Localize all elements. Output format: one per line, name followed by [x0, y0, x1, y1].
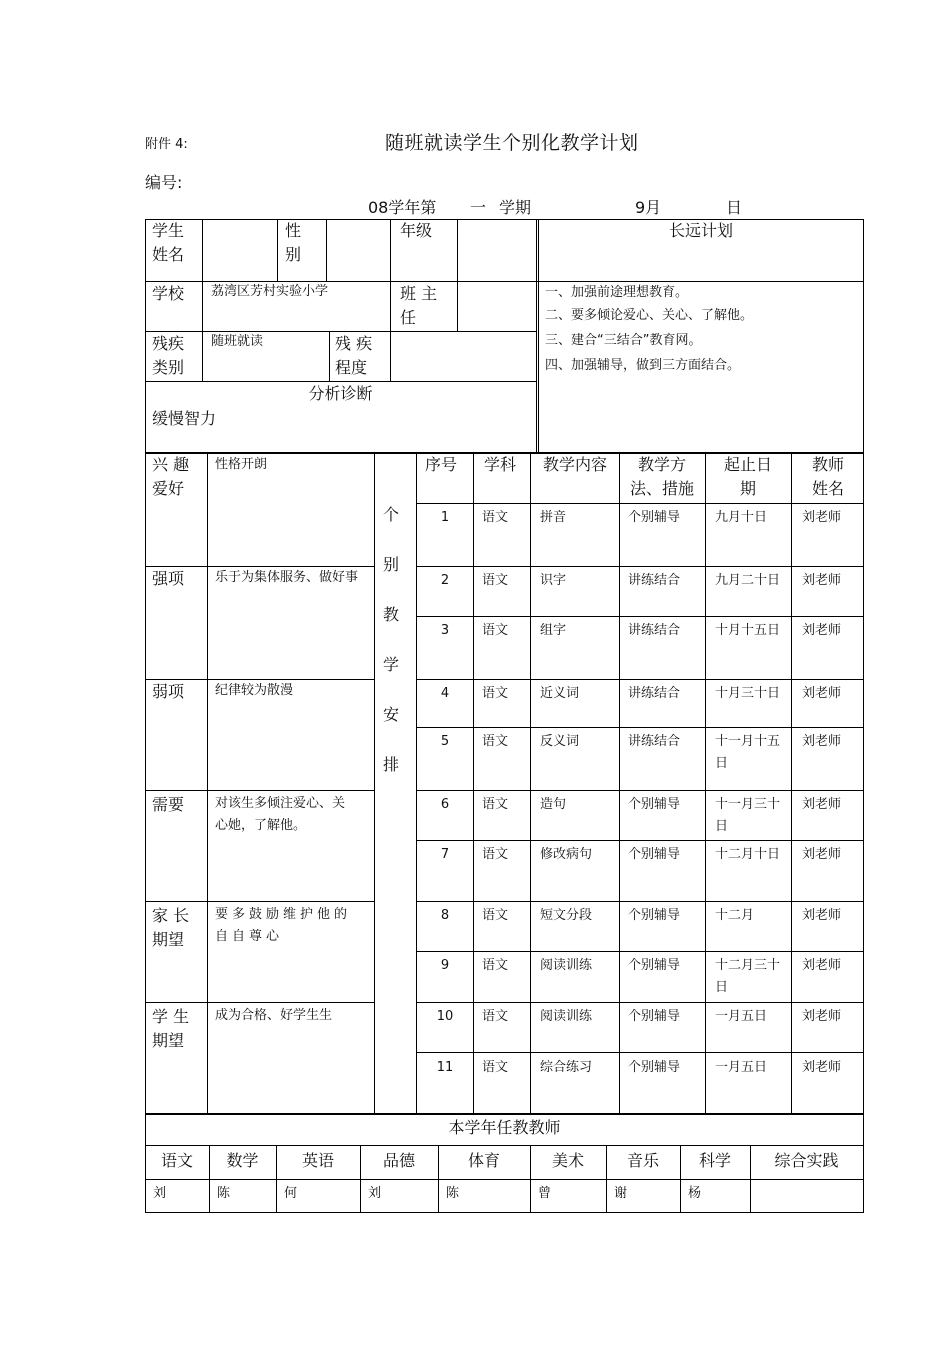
cell-dates: 十一月三十日: [715, 797, 781, 834]
strength-label: 强项: [152, 569, 185, 588]
term-number: 一: [470, 198, 487, 217]
cell-seq: 8: [440, 908, 450, 923]
cell-method: 个别辅导: [628, 958, 681, 973]
long-term-plan-label: 长远计划: [668, 221, 733, 240]
header-seq: 序号: [425, 455, 458, 474]
cell-content: 组字: [540, 623, 567, 638]
cell-subject: 语文: [482, 573, 509, 588]
grid-line: [416, 1052, 864, 1053]
cell-seq: 4: [440, 686, 450, 701]
needs-value: 对该生多倾注爱心、关心她，了解他。: [215, 796, 346, 833]
teacher-name: 曾: [538, 1186, 552, 1201]
cell-subject: 语文: [482, 734, 509, 749]
cell-method: 讲练结合: [628, 573, 681, 588]
grid-line: [416, 1002, 864, 1003]
cell-seq: 1: [440, 510, 450, 525]
cell-teacher: 刘老师: [802, 623, 842, 638]
plan-item: 四、加强辅导，做到三方面结合。: [545, 358, 741, 373]
cell-seq: 6: [440, 797, 450, 812]
teacher-name: 陈: [446, 1186, 460, 1201]
cell-subject: 语文: [482, 686, 509, 701]
term-day: 日: [726, 198, 743, 217]
grid-line: [705, 453, 706, 1114]
disability-type-label: 残疾类别: [152, 334, 185, 377]
cell-method: 讲练结合: [628, 734, 681, 749]
cell-content: 阅读训练: [540, 958, 593, 973]
grid-line: [473, 453, 474, 1114]
table-border: [145, 219, 146, 1213]
page-title: 随班就读学生个别化教学计划: [385, 132, 639, 154]
analysis-label: 分析诊断: [308, 384, 373, 403]
cell-subject: 语文: [482, 908, 509, 923]
cell-subject: 语文: [482, 1009, 509, 1024]
student-name-label: 学生姓名: [152, 221, 185, 264]
cell-subject: 语文: [482, 623, 509, 638]
arrangement-char: 教: [383, 605, 400, 624]
cell-method: 讲练结合: [628, 623, 681, 638]
plan-item: 一、加强前途理想教育。: [545, 285, 689, 300]
cell-seq: 11: [436, 1060, 454, 1075]
cell-method: 个别辅导: [628, 908, 681, 923]
grid-line: [145, 901, 375, 902]
cell-seq: 10: [436, 1009, 454, 1024]
header-dates: 起止日期: [723, 455, 772, 498]
grid-line: [791, 453, 792, 1114]
grid-line: [202, 282, 203, 382]
cell-dates: 十二月: [715, 908, 755, 923]
teachers-title: 本学年任教教师: [448, 1118, 561, 1137]
grid-line: [416, 453, 417, 1114]
disability-type-value: 随班就读: [211, 334, 264, 349]
cell-content: 短文分段: [540, 908, 593, 923]
weakness-value: 纪律较为散漫: [215, 683, 294, 698]
student-expectation-value: 成为合格、好学生生: [215, 1008, 333, 1023]
teacher-name: 陈: [217, 1186, 231, 1201]
grid-line: [619, 453, 620, 1114]
grid-line: [416, 727, 864, 728]
teacher-subject: 综合实践: [774, 1151, 839, 1170]
cell-content: 近义词: [540, 686, 580, 701]
teacher-subject: 音乐: [626, 1151, 659, 1170]
strength-value: 乐于为集体服务、做好事: [215, 570, 359, 585]
grid-line: [416, 566, 864, 567]
cell-method: 个别辅导: [628, 510, 681, 525]
grid-line: [530, 453, 531, 1114]
cell-seq: 3: [440, 623, 450, 638]
cell-seq: 7: [440, 847, 450, 862]
cell-teacher: 刘老师: [802, 958, 842, 973]
term-label: 学期: [499, 198, 532, 217]
cell-content: 识字: [540, 573, 567, 588]
header-content: 教学内容: [542, 455, 607, 474]
grid-line: [145, 1002, 375, 1003]
grid-line: [390, 219, 391, 381]
grid-line: [416, 679, 864, 680]
teacher-subject: 科学: [698, 1151, 731, 1170]
header-teacher: 教师姓名: [811, 455, 844, 498]
cell-method: 个别辅导: [628, 1060, 681, 1075]
cell-content: 反义词: [540, 734, 580, 749]
cell-method: 讲练结合: [628, 686, 681, 701]
cell-subject: 语文: [482, 1060, 509, 1075]
cell-dates: 一月五日: [715, 1009, 768, 1024]
grid-line: [329, 331, 330, 382]
cell-teacher: 刘老师: [802, 797, 842, 812]
cell-dates: 十月十五日: [715, 623, 781, 638]
plan-item: 二、要多倾论爱心、关心、了解他。: [545, 308, 754, 323]
teacher-subject: 品德: [382, 1151, 415, 1170]
grid-line: [145, 1145, 864, 1146]
term-month: 9月: [635, 198, 662, 217]
cell-content: 造句: [540, 797, 567, 812]
grid-line: [145, 790, 375, 791]
grid-line: [326, 219, 327, 282]
cell-content: 拼音: [540, 510, 567, 525]
head-teacher-label: 班 主任: [400, 284, 438, 327]
grid-line: [457, 219, 458, 331]
table-border: [863, 219, 864, 1213]
cell-dates: 十一月十五日: [715, 734, 781, 771]
header-method: 教学方法、措施: [629, 455, 694, 498]
cell-subject: 语文: [482, 958, 509, 973]
grid-line: [145, 1179, 864, 1180]
grid-line: [416, 951, 864, 952]
grade-label: 年级: [400, 221, 433, 240]
arrangement-char: 个: [383, 505, 400, 524]
school-value: 荔湾区芳村实验小学: [211, 284, 329, 299]
cell-dates: 十二月三十日: [715, 958, 781, 995]
serial-label: 编号:: [145, 173, 183, 192]
needs-label: 需要: [152, 795, 185, 814]
cell-teacher: 刘老师: [802, 1009, 842, 1024]
grid-line: [277, 219, 278, 282]
analysis-value: 缓慢智力: [152, 409, 217, 428]
cell-subject: 语文: [482, 797, 509, 812]
cell-content: 修改病句: [540, 847, 593, 862]
teacher-subject: 语文: [160, 1151, 193, 1170]
interest-value: 性格开朗: [215, 457, 268, 472]
grid-line: [416, 503, 864, 504]
grid-line: [202, 219, 203, 282]
grid-line: [416, 901, 864, 902]
cell-subject: 语文: [482, 847, 509, 862]
teacher-subject: 体育: [467, 1151, 500, 1170]
cell-content: 综合练习: [540, 1060, 593, 1075]
arrangement-char: 别: [383, 555, 400, 574]
cell-dates: 十月三十日: [715, 686, 781, 701]
plan-item: 三、建合“三结合”教育网。: [545, 333, 702, 348]
cell-teacher: 刘老师: [802, 1060, 842, 1075]
teacher-name: 刘: [368, 1186, 382, 1201]
grid-line: [416, 616, 864, 617]
cell-teacher: 刘老师: [802, 510, 842, 525]
gender-label: 性别: [285, 221, 302, 264]
parent-expectation-value: 要多鼓励维护他的自自尊心: [215, 907, 352, 944]
cell-dates: 十二月十日: [715, 847, 781, 862]
teacher-subject: 美术: [551, 1151, 584, 1170]
cell-method: 个别辅导: [628, 797, 681, 812]
student-expectation-label: 学 生期望: [152, 1007, 190, 1050]
cell-dates: 九月十日: [715, 510, 768, 525]
parent-expectation-label: 家 长期望: [152, 906, 190, 949]
cell-content: 阅读训练: [540, 1009, 593, 1024]
cell-method: 个别辅导: [628, 847, 681, 862]
cell-teacher: 刘老师: [802, 847, 842, 862]
teacher-subject: 英语: [301, 1151, 334, 1170]
table-border: [145, 1212, 864, 1213]
arrangement-char: 排: [383, 755, 400, 774]
grid-line: [374, 453, 375, 1114]
header-subject: 学科: [484, 455, 517, 474]
school-label: 学校: [152, 284, 185, 303]
teacher-name: 刘: [153, 1186, 167, 1201]
cell-teacher: 刘老师: [802, 734, 842, 749]
arrangement-char: 安: [383, 705, 400, 724]
annex-label: 附件 4:: [145, 137, 188, 152]
term-year: 08学年第: [368, 198, 437, 217]
grid-line: [538, 219, 539, 453]
cell-dates: 一月五日: [715, 1060, 768, 1075]
cell-teacher: 刘老师: [802, 686, 842, 701]
cell-method: 个别辅导: [628, 1009, 681, 1024]
teacher-subject: 数学: [226, 1151, 259, 1170]
teacher-name: 何: [284, 1186, 298, 1201]
cell-dates: 九月二十日: [715, 573, 781, 588]
teacher-name: 杨: [688, 1186, 702, 1201]
cell-teacher: 刘老师: [802, 573, 842, 588]
cell-seq: 2: [440, 573, 450, 588]
grid-line: [416, 790, 864, 791]
grid-line: [536, 219, 537, 453]
grid-line: [416, 840, 864, 841]
cell-seq: 5: [440, 734, 450, 749]
interest-label: 兴 趣爱好: [152, 455, 190, 498]
cell-teacher: 刘老师: [802, 908, 842, 923]
arrangement-char: 学: [383, 655, 400, 674]
grid-line: [207, 453, 208, 1114]
cell-seq: 9: [440, 958, 450, 973]
cell-subject: 语文: [482, 510, 509, 525]
disability-degree-label: 残 疾程度: [335, 334, 373, 377]
grid-line: [145, 1113, 864, 1115]
weakness-label: 弱项: [152, 682, 185, 701]
teacher-name: 谢: [614, 1186, 628, 1201]
